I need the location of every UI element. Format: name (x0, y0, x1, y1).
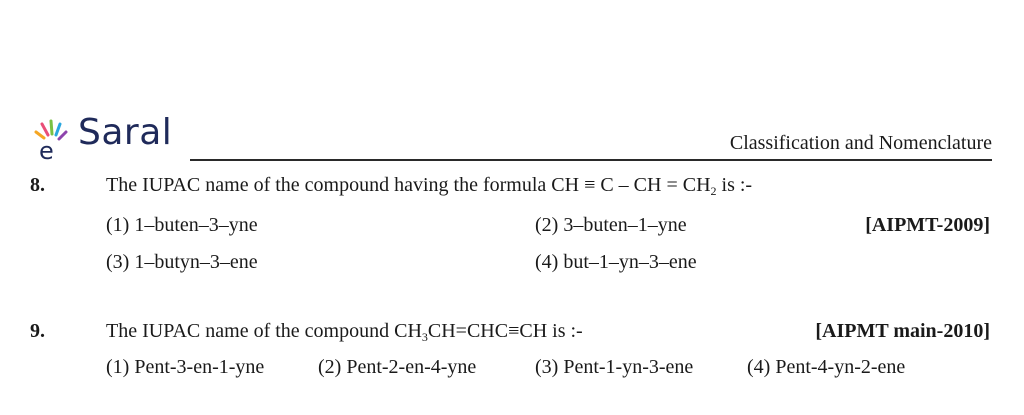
brand-name: Saral (78, 112, 173, 153)
hand-e-logo-icon (30, 118, 74, 162)
question-8-option-4: (4) but–1–yn–3–ene (535, 251, 697, 273)
question-9-stem-suffix: CH=CHC≡CH is :- (427, 320, 583, 342)
page-header (30, 112, 992, 162)
question-9-stem-subscript: 3 (421, 330, 428, 344)
question-9-stem-text: The IUPAC name of the compound CH (106, 320, 422, 342)
question-8-option-1: (1) 1–buten–3–yne (106, 214, 258, 236)
question-9-option-3: (3) Pent-1-yn-3-ene (535, 356, 694, 378)
section-title: Classification and Nomenclature (729, 132, 992, 154)
question-8-option-3: (3) 1–butyn–3–ene (106, 251, 258, 273)
question-9-option-1: (1) Pent-3-en-1-yne (106, 356, 265, 378)
question-9-option-4: (4) Pent-4-yn-2-ene (747, 356, 906, 378)
question-8-stem-suffix: is :- (716, 174, 753, 196)
header-rule (190, 159, 992, 161)
question-8-option-2: (2) 3–buten–1–yne (535, 214, 687, 236)
question-9-number: 9. (30, 320, 45, 342)
question-8-stem (106, 174, 752, 199)
question-8-stem-text: The IUPAC name of the compound having the formula CH ≡ C – CH = CH (106, 174, 711, 196)
question-8-number: 8. (30, 174, 45, 196)
question-8-exam-tag: [AIPMT-2009] (865, 214, 990, 236)
question-9-stem (106, 320, 583, 345)
question-9-exam-tag: [AIPMT main-2010] (815, 320, 990, 342)
question-8-stem-subscript: 2 (710, 184, 717, 198)
question-9-option-2: (2) Pent-2-en-4-yne (318, 356, 477, 378)
svg-text:e: e (39, 137, 54, 162)
